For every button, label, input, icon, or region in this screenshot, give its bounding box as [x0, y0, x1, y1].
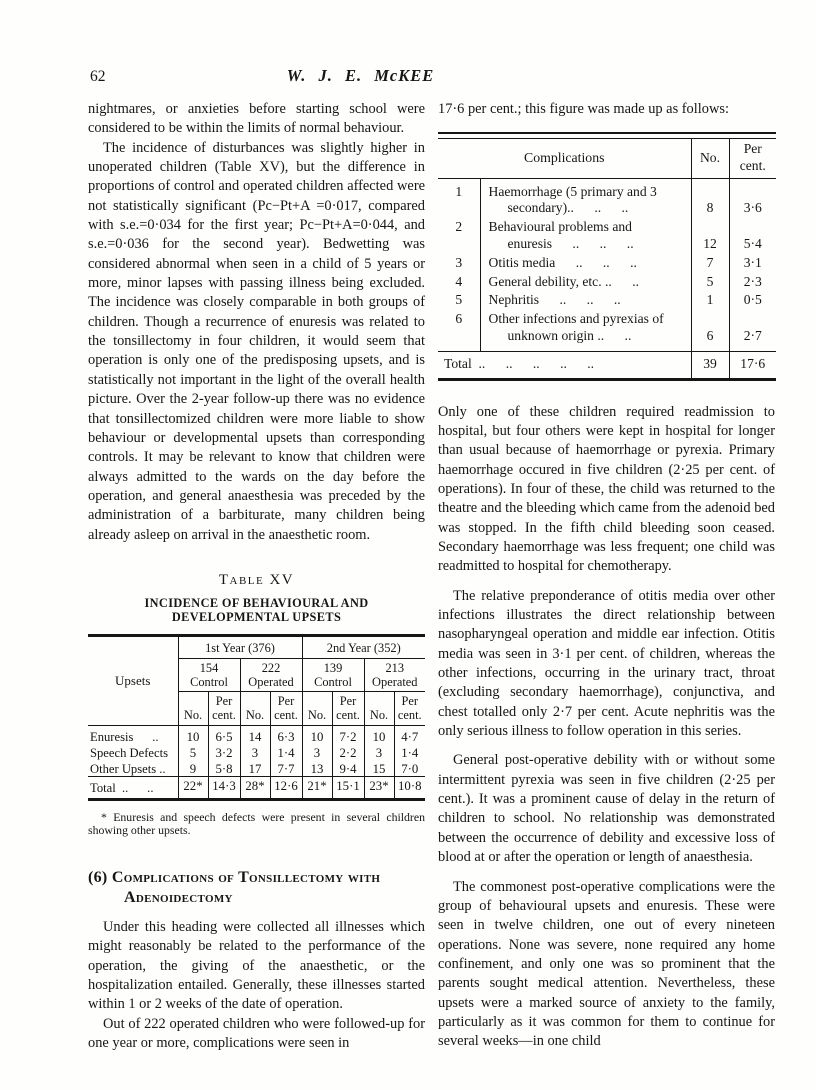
table-row	[88, 725, 425, 744]
group-header	[364, 658, 425, 691]
cell: 15·1	[332, 776, 364, 799]
row-number: 1	[438, 178, 480, 218]
table-row	[438, 273, 776, 292]
paragraph-otitis: The relative preponderance of otitis media over other infections illustrates the direct relationship between nasopharyngeal operation and middle ear infection. Otitis media was seen in 3·1 per cent. of children, whereas the other infections, occurring in the urinary tract, throat (excluding secondary haemorrhage), conjunctiva, and chest totalled only 2·7 per cent. Acute nephritis was the only serious illness to follow operation in this series.	[438, 587, 775, 740]
col-no: No.	[302, 691, 332, 725]
cell: 10·8	[394, 776, 425, 799]
year1-header: 1st Year (376)	[178, 635, 302, 658]
paragraph-out-of: Out of 222 operated children who were followed-up for one year or more, complications were seen in	[88, 1015, 425, 1051]
group-n: 154	[199, 660, 219, 675]
paragraph-commonest: The commonest post-operative complications were the group of behavioural upsets and enuresis. These were seen in twelve children, one out of every nineteen operations. None was severe, none required any home confinement, and only one was so prominent that the parents sought medical attention. Nevertheless, these upsets were a marked source of anxiety to the family, particularly as it was common for them to continue for several weeks—in one child	[438, 878, 775, 1050]
cell: 4·7	[394, 725, 425, 744]
row-number: 6	[438, 310, 480, 351]
page-number: 62	[90, 68, 106, 85]
table-row	[88, 744, 425, 760]
cell-pct: 3·1	[729, 254, 776, 273]
table-xv	[88, 634, 425, 801]
cell: 21*	[302, 776, 332, 799]
two-column-body	[88, 100, 775, 1053]
table-row	[438, 291, 776, 310]
col-pct: Per cent.	[394, 691, 425, 725]
table-xv-title: INCIDENCE OF BEHAVIOURAL AND DEVELOPMENTAL UPSETS	[144, 595, 369, 625]
col-no: No.	[364, 691, 394, 725]
cell: 1·4	[270, 744, 302, 760]
group-header	[302, 658, 364, 691]
row-label: Other Upsets ..	[90, 761, 166, 776]
paragraph-readmission: Only one of these children required readmission to hospital, but four others were kept in hospital for longer than usual because of haemorrhage or pyrexia. Primary haemorrhage occured in five children (2·25 per cent. of operations). In four of these, the child was returned to the theatre and the bleeding which came from the adenoid bed was stopped. In the fifth child bleeding soon ceased. Secondary haemorrhage was less frequent; one child was readmitted to hospital for chemotherapy.	[438, 403, 775, 575]
cell: 28*	[240, 776, 270, 799]
table-footnote	[88, 811, 425, 838]
col-pct: Per cent.	[332, 691, 364, 725]
group-label: Control	[190, 674, 228, 689]
row-number: 4	[438, 273, 480, 292]
table-row	[438, 218, 776, 254]
group-n: 213	[385, 660, 405, 675]
cell: 10	[364, 725, 394, 744]
cell: 6·3	[270, 725, 302, 744]
table-row	[88, 760, 425, 777]
right-column	[438, 100, 775, 1053]
group-header	[240, 658, 302, 691]
cell-pct: 2·7	[729, 310, 776, 351]
group-label: Control	[314, 674, 352, 689]
table-xv-caption: Table XV	[218, 571, 295, 588]
cell: 1·4	[394, 744, 425, 760]
section-heading: (6) Complications of Tonsillectomy with Adenoidectomy	[88, 868, 381, 906]
paragraph-debility: General post-operative debility with or without some intermittent pyrexia was seen in five children (2·25 per cent.). It was a prominent cause of delay in the return of children to school. No relationship was demonstrated between the occurrence of debility and excessive loss of blood at or after the operation or length of anaesthesia.	[438, 752, 775, 866]
row-label: Speech Defects	[90, 745, 168, 760]
cell: 3	[240, 744, 270, 760]
left-column	[88, 100, 425, 1053]
footnote-text: * Enuresis and speech defects were present in several children showing other upsets.	[88, 809, 425, 838]
complications-table	[438, 138, 776, 381]
complication-name: Other infections and pyrexias of unknown origin .. ..	[488, 311, 664, 344]
group-label: Operated	[372, 674, 418, 689]
group-label: Operated	[248, 674, 294, 689]
table-row	[438, 254, 776, 273]
group-header	[178, 658, 240, 691]
cell: 22*	[178, 776, 208, 799]
header-complications: Complications	[438, 138, 691, 178]
row-number: 3	[438, 254, 480, 273]
complication-name: Otitis media .. .. ..	[488, 254, 637, 270]
cell-no: 7	[691, 254, 729, 273]
paragraph-continuation: nightmares, or anxieties before starting school were considered to be within the limits of normal behaviour.	[88, 101, 425, 137]
table-row	[88, 635, 425, 658]
year2-header: 2nd Year (352)	[302, 635, 425, 658]
cell: 7·2	[332, 725, 364, 744]
cell-no: 8	[691, 178, 729, 218]
cell: 9·4	[332, 760, 364, 777]
cell: 5·8	[208, 760, 240, 777]
cell: 7·7	[270, 760, 302, 777]
total-pct: 17·6	[729, 351, 776, 379]
cell: 13	[302, 760, 332, 777]
cell: 3	[364, 744, 394, 760]
cell-no: 12	[691, 218, 729, 254]
paragraph-incidence: The incidence of disturbances was slightly higher in unoperated children (Table XV), but the difference in proportions of control and operated children affected were not statistically significant (Pc−Pt+A =0·017, compared with s.e.=0·034 for the first year; Pc−Pt+A=0·044, and s.e.=0·036 for the second year). Bedwetting was considered abnormal when seen in a child of 5 years or more, minor lapses with passing illness being excluded. The incidence was closely comparable in both groups of children. Though a recurrence of enuresis was related to the tonsillectomy in four children, it would seem that operation is only one of the predisposing upsets, and is statistically not important in the light of the overall health picture. Over the 2-year follow-up there was no evidence that tonsillectomized children were more liable to show behaviour or developmental upsets than corresponding controls. It may be relevant to know that children were always admitted to the wards on the day before the operation, and general anaesthesia was preceded by the administration of a barbiturate, many children being already asleep on arrival in the anaesthetic room.	[88, 139, 425, 543]
col-no: No.	[240, 691, 270, 725]
cell: 14·3	[208, 776, 240, 799]
cell: 14	[240, 725, 270, 744]
cell: 23*	[364, 776, 394, 799]
complications-table-wrap	[438, 132, 776, 380]
cell-pct: 2·3	[729, 273, 776, 292]
group-n: 139	[323, 660, 343, 675]
cell-pct: 5·4	[729, 218, 776, 254]
stub-header: Upsets	[88, 635, 178, 725]
cell: 7·0	[394, 760, 425, 777]
row-number: 5	[438, 291, 480, 310]
cell: 17	[240, 760, 270, 777]
complication-name: Nephritis .. .. ..	[488, 292, 621, 308]
col-pct: Per cent.	[208, 691, 240, 725]
cell-no: 5	[691, 273, 729, 292]
page-header	[0, 66, 816, 96]
col-no: No.	[178, 691, 208, 725]
cell: 2·2	[332, 744, 364, 760]
cell: 3	[302, 744, 332, 760]
cell: 9	[178, 760, 208, 777]
col-pct: Per cent.	[270, 691, 302, 725]
complication-name: General debility, etc. .. ..	[488, 273, 639, 289]
table-header-row	[438, 138, 776, 178]
row-label: Total .. ..	[88, 776, 178, 799]
cell-pct: 0·5	[729, 291, 776, 310]
cell-pct: 3·6	[729, 178, 776, 218]
table-total-row	[88, 776, 425, 799]
paragraph-under-heading: Under this heading were collected all illnesses which might reasonably be related to the performance of the operation, the giving of the anaesthetic, or the hospitalization entailed. Generally, these illnesses started within 1 or 2 weeks of the date of operation.	[88, 918, 425, 1013]
row-label: Enuresis ..	[90, 729, 159, 744]
total-label: Total .. .. .. .. ..	[438, 351, 691, 379]
header-no: No.	[691, 138, 729, 178]
cell: 10	[178, 725, 208, 744]
row-number: 2	[438, 218, 480, 254]
complication-name: Haemorrhage (5 primary and 3 secondary).. .. ..	[488, 183, 657, 216]
cell: 6·5	[208, 725, 240, 744]
table-total-row	[438, 351, 776, 379]
header-pct: Per cent.	[729, 138, 776, 178]
cell-no: 6	[691, 310, 729, 351]
cell: 3·2	[208, 744, 240, 760]
cell: 10	[302, 725, 332, 744]
group-n: 222	[261, 660, 281, 675]
cell-no: 1	[691, 291, 729, 310]
cell: 15	[364, 760, 394, 777]
table-row	[438, 178, 776, 218]
complication-name: Behavioural problems and enuresis .. .. ..	[488, 219, 634, 252]
total-no: 39	[691, 351, 729, 379]
table-row	[438, 310, 776, 351]
cell: 12·6	[270, 776, 302, 799]
paragraph-top: 17·6 per cent.; this figure was made up as follows:	[438, 101, 729, 117]
cell: 5	[178, 744, 208, 760]
running-head: W. J. E. McKEE	[286, 66, 435, 85]
